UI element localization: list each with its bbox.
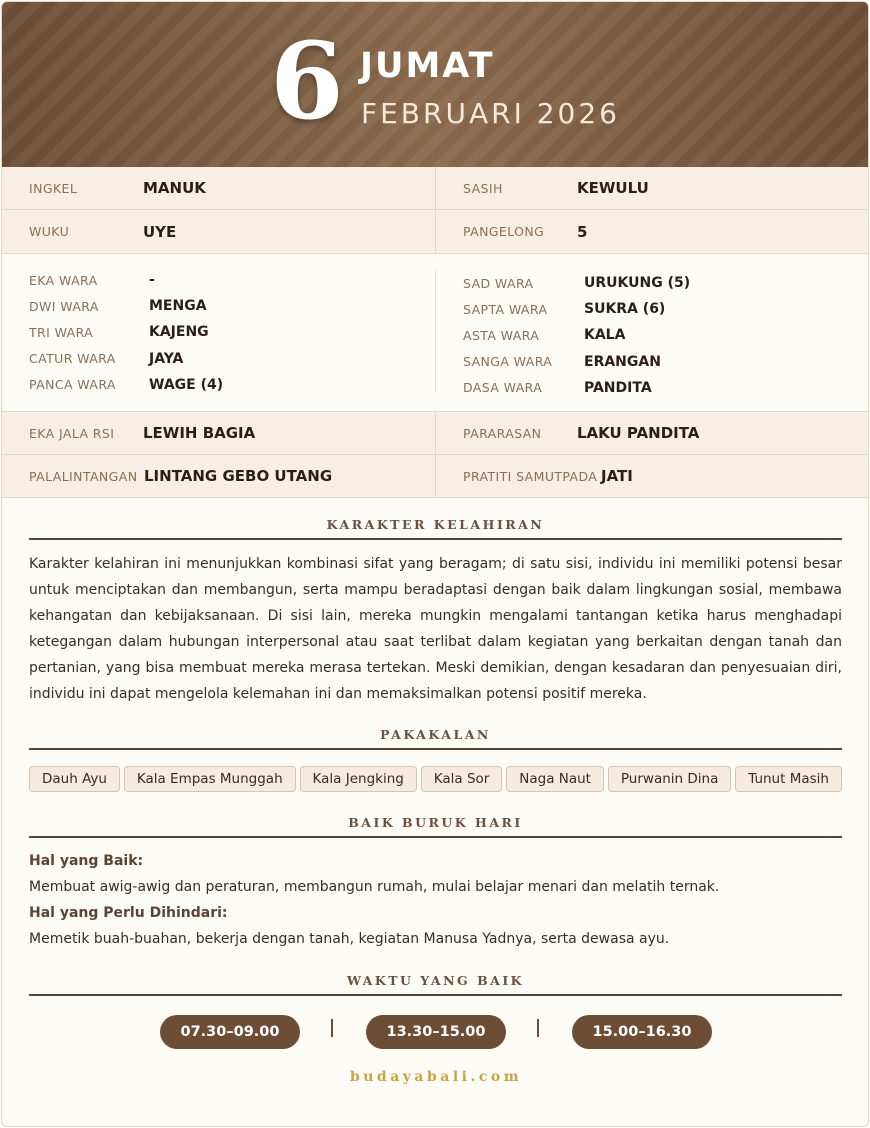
- pararasan-label: PARARASAN: [463, 425, 542, 441]
- pakakalan-chip: Dauh Ayu: [29, 766, 120, 792]
- baik-buruk-rule: [29, 836, 842, 838]
- time-slot: 15.00–16.30: [572, 1015, 712, 1049]
- wara-label: DASA WARA: [463, 380, 543, 396]
- month-year: FEBRUARI 2026: [361, 97, 620, 130]
- pakakalan-chip: Naga Naut: [506, 766, 604, 792]
- wuku-cell: [2, 210, 435, 253]
- wara-label: CATUR WARA: [29, 351, 116, 367]
- wara-value: WAGE (4): [149, 376, 224, 393]
- wara-row: [463, 349, 868, 375]
- sasih-label: SASIH: [463, 180, 503, 196]
- pratiti-samutpada-cell: [435, 455, 868, 497]
- ingkel-label: INGKEL: [29, 180, 78, 196]
- palalintangan-cell: [2, 455, 435, 497]
- calendar-card: [1, 1, 869, 1127]
- waktu-title: WAKTU YANG BAIK: [346, 973, 525, 988]
- pakakalan-chip: Tunut Masih: [735, 766, 842, 792]
- info-row-ingkel: [2, 167, 868, 210]
- wuku-value: UYE: [143, 222, 177, 241]
- day-name: JUMAT: [360, 46, 495, 86]
- eka-jala-rsi-value: LEWIH BAGIA: [143, 424, 256, 442]
- pakakalan-chip: Kala Sor: [421, 766, 503, 792]
- wara-label: SAPTA WARA: [463, 301, 548, 317]
- sasih-cell: [435, 167, 868, 209]
- pakakalan-list: [29, 766, 842, 792]
- eka-jala-rsi-cell: [2, 412, 435, 454]
- good-label: Hal yang Baik:: [29, 853, 144, 869]
- wara-row: [463, 322, 868, 348]
- ingkel-cell: [2, 167, 435, 209]
- wara-label: ASTA WARA: [463, 327, 540, 343]
- wara-row: [29, 346, 435, 372]
- wara-value: SUKRA (6): [584, 301, 666, 318]
- pratiti-samutpada-label: PRATITI SAMUTPADA: [463, 468, 598, 484]
- pakakalan-chip: Kala Jengking: [300, 766, 417, 792]
- wara-label: TRI WARA: [29, 324, 94, 340]
- palalintangan-value: LINTANG GEBO UTANG: [144, 467, 333, 485]
- wara-label: PANCA WARA: [29, 377, 116, 393]
- time-slot: 07.30–09.00: [160, 1015, 300, 1049]
- pakakalan-rule: [29, 748, 842, 750]
- karakter-text: Karakter kelahiran ini menunjukkan kombinasi sifat yang beragam; di satu sisi, individu ini memiliki potensi besar untuk menciptakan dan membangun, serta mampu beradaptasi dengan baik dalam lingkungan sosial, membawa kehangatan dan kebijaksanaan. Di sisi lain, mereka mungkin mengalami tantangan ketika harus menghadapi ketegangan dalam hubungan interpersonal atau saat terlibat dalam kegiatan yang berkaitan dengan tanah dan pertanian, yang bisa membuat mereka merasa tertekan. Meski demikian, dengan kesadaran dan penyesuaian diri, individu ini dapat mengelola kelemahan ini dan memaksimalkan potensi positif mereka.: [29, 556, 842, 702]
- baik-buruk-title: BAIK BURUK HARI: [348, 815, 523, 830]
- wara-row: [29, 293, 435, 319]
- wara-value: ERANGAN: [584, 353, 661, 370]
- ingkel-value: MANUK: [143, 179, 206, 197]
- pangelong-cell: [435, 210, 868, 253]
- wara-row: [463, 296, 868, 322]
- time-slot: 13.30–15.00: [366, 1015, 506, 1049]
- avoid-text: Memetik buah-buahan, bekerja dengan tanah, kegiatan Manusa Yadnya, serta dewasa ayu.: [29, 931, 670, 947]
- pakakalan-chip: Kala Empas Munggah: [124, 766, 296, 792]
- wara-label: DWI WARA: [29, 298, 99, 314]
- site-footer[interactable]: budayabali.com: [349, 1069, 523, 1085]
- palalintangan-label: PALALINTANGAN: [29, 468, 138, 484]
- wara-value: URUKUNG (5): [584, 275, 691, 292]
- karakter-title: KARAKTER KELAHIRAN: [326, 517, 545, 532]
- pararasan-value: LAKU PANDITA: [577, 424, 700, 442]
- wara-value: PANDITA: [584, 379, 652, 396]
- wara-right-column: [435, 270, 868, 396]
- waktu-rule: [29, 994, 842, 996]
- time-separator: [331, 1019, 333, 1037]
- pararasan-cell: [435, 412, 868, 454]
- wara-row: [29, 267, 435, 293]
- wara-value: KALA: [584, 327, 626, 344]
- wara-label: SAD WARA: [463, 275, 534, 291]
- wara-block: [2, 254, 868, 412]
- time-separator: [537, 1019, 539, 1037]
- wara-row: [29, 319, 435, 345]
- pakakalan-title: PAKAKALAN: [380, 727, 491, 742]
- avoid-label: Hal yang Perlu Dihindari:: [29, 905, 228, 921]
- info-row-wuku: [2, 210, 868, 254]
- date-header: [2, 2, 868, 167]
- wara-value: MENGA: [149, 298, 207, 315]
- eka-jala-rsi-label: EKA JALA RSI: [29, 425, 115, 441]
- info-row-eka-jala-rsi: [2, 412, 868, 455]
- good-text: Membuat awig-awig dan peraturan, membangun rumah, mulai belajar menari dan melatih ternak.: [29, 879, 720, 895]
- wuku-label: WUKU: [29, 224, 70, 239]
- pangelong-value: 5: [577, 222, 588, 241]
- wara-label: EKA WARA: [29, 272, 98, 288]
- wara-row: [463, 270, 868, 296]
- wara-row: [463, 375, 868, 401]
- day-number: 6: [270, 18, 344, 143]
- pangelong-label: PANGELONG: [463, 224, 545, 239]
- karakter-rule: [29, 538, 842, 540]
- wara-value: KAJENG: [149, 324, 209, 341]
- wara-value: -: [149, 272, 155, 289]
- pratiti-samutpada-value: JATI: [601, 467, 633, 485]
- info-row-palalintangan: [2, 455, 868, 498]
- pakakalan-chip: Purwanin Dina: [608, 766, 731, 792]
- wara-row: [29, 372, 435, 398]
- wara-value: JAYA: [149, 350, 184, 367]
- sasih-value: KEWULU: [577, 179, 649, 197]
- wara-left-column: [2, 267, 435, 396]
- wara-label: SANGA WARA: [463, 354, 553, 370]
